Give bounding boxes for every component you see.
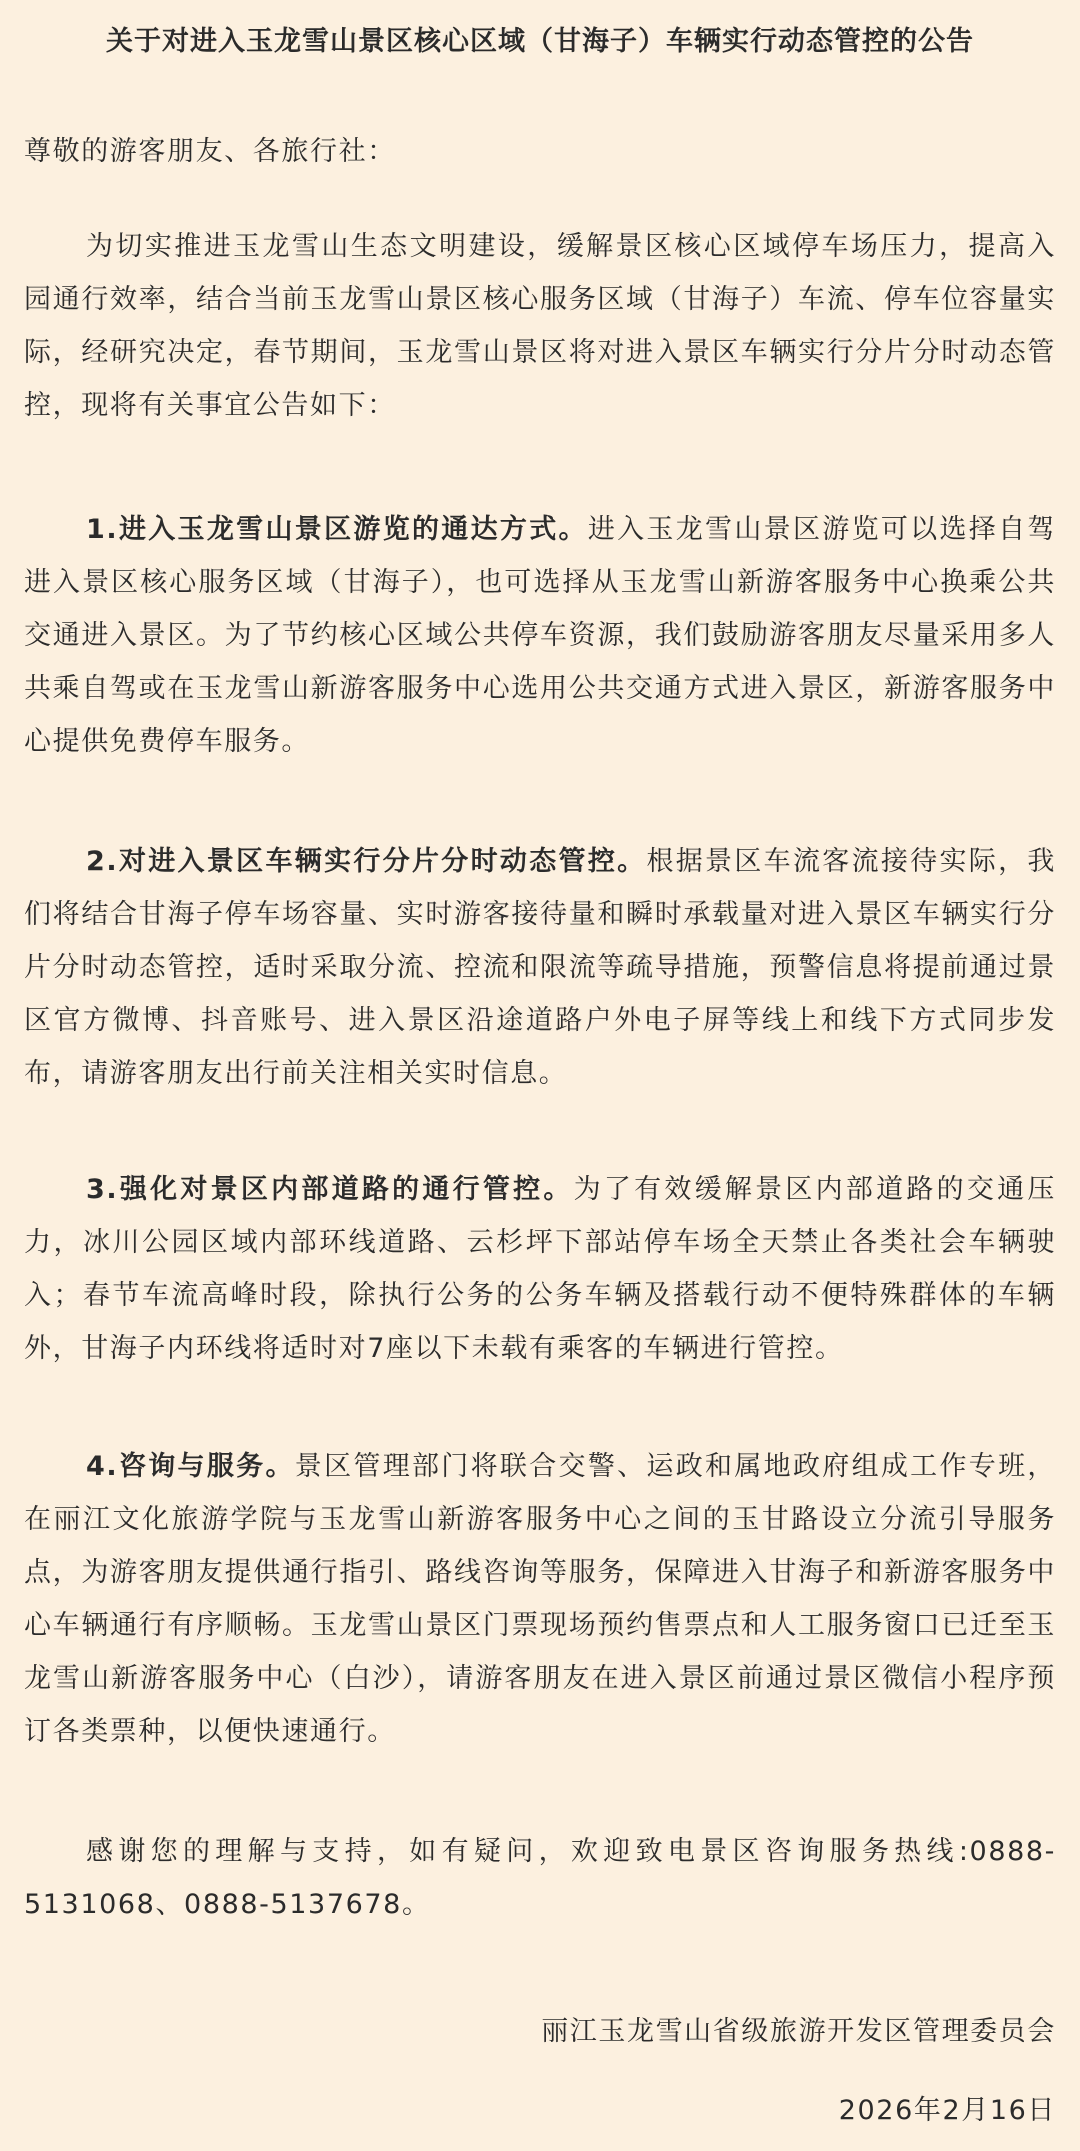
item-2-body: 根据景区车流客流接待实际，我们将结合甘海子停车场容量、实时游客接待量和瞬时承载量对进入景区车辆实行分片分时动态管控，适时采取分流、控流和限流等疏导措施，预警信息将提前通过景区官方微博、抖音账号、进入景区沿途道路户外电子屏等线上和线下方式同步发布，请游客朋友出行前关注相关实时信息。 [24,846,1056,1089]
item-2-heading: 2.对进入景区车辆实行分片分时动态管控。 [86,846,647,877]
item-4-paragraph [24,1440,1056,1758]
item-1-heading: 1.进入玉龙雪山景区游览的通达方式。 [86,514,588,545]
item-3-heading: 3.强化对景区内部道路的通行管控。 [86,1174,574,1205]
item-2-paragraph [24,835,1056,1100]
item-1-paragraph [24,503,1056,768]
item-4-heading: 4.咨询与服务。 [86,1451,295,1482]
item-3-body: 为了有效缓解景区内部道路的交通压力，冰川公园区域内部环线道路、云杉坪下部站停车场全天禁止各类社会车辆驶入；春节车流高峰时段，除执行公务的公务车辆及搭载行动不便特殊群体的车辆外，甘海子内环线将适时对7座以下未载有乘客的车辆进行管控。 [24,1174,1056,1364]
item-1-body: 进入玉龙雪山景区游览可以选择自驾进入景区核心服务区域（甘海子），也可选择从玉龙雪山新游客服务中心换乘公共交通进入景区。为了节约核心区域公共停车资源，我们鼓励游客朋友尽量采用多人共乘自驾或在玉龙雪山新游客服务中心选用公共交通方式进入景区，新游客服务中心提供免费停车服务。 [24,514,1056,757]
item-4-body: 景区管理部门将联合交警、运政和属地政府组成工作专班，在丽江文化旅游学院与玉龙雪山新游客服务中心之间的玉甘路设立分流引导服务点，为游客朋友提供通行指引、路线咨询等服务，保障进入甘海子和新游客服务中心车辆通行有序顺畅。玉龙雪山景区门票现场预约售票点和人工服务窗口已迁至玉龙雪山新游客服务中心（白沙），请游客朋友在进入景区前通过景区微信小程序预订各类票种，以便快速通行。 [24,1451,1056,1747]
issuing-organization: 丽江玉龙雪山省级旅游开发区管理委员会 [541,2016,1056,2047]
notice-title: 关于对进入玉龙雪山景区核心区域（甘海子）车辆实行动态管控的公告 [106,26,974,57]
item-3-paragraph [24,1163,1056,1375]
issue-date: 2026年2月16日 [838,2095,1056,2126]
intro-paragraph: 为切实推进玉龙雪山生态文明建设，缓解景区核心区域停车场压力，提高入园通行效率，结合当前玉龙雪山景区核心服务区域（甘海子）车流、停车位容量实际，经研究决定，春节期间，玉龙雪山景区将对进入景区车辆实行分片分时动态管控，现将有关事宜公告如下： [24,231,1056,421]
thanks-paragraph: 感谢您的理解与支持，如有疑问，欢迎致电景区咨询服务热线:0888-5131068、0888-5137678。 [24,1836,1056,1920]
greeting: 尊敬的游客朋友、各旅行社： [24,136,396,167]
